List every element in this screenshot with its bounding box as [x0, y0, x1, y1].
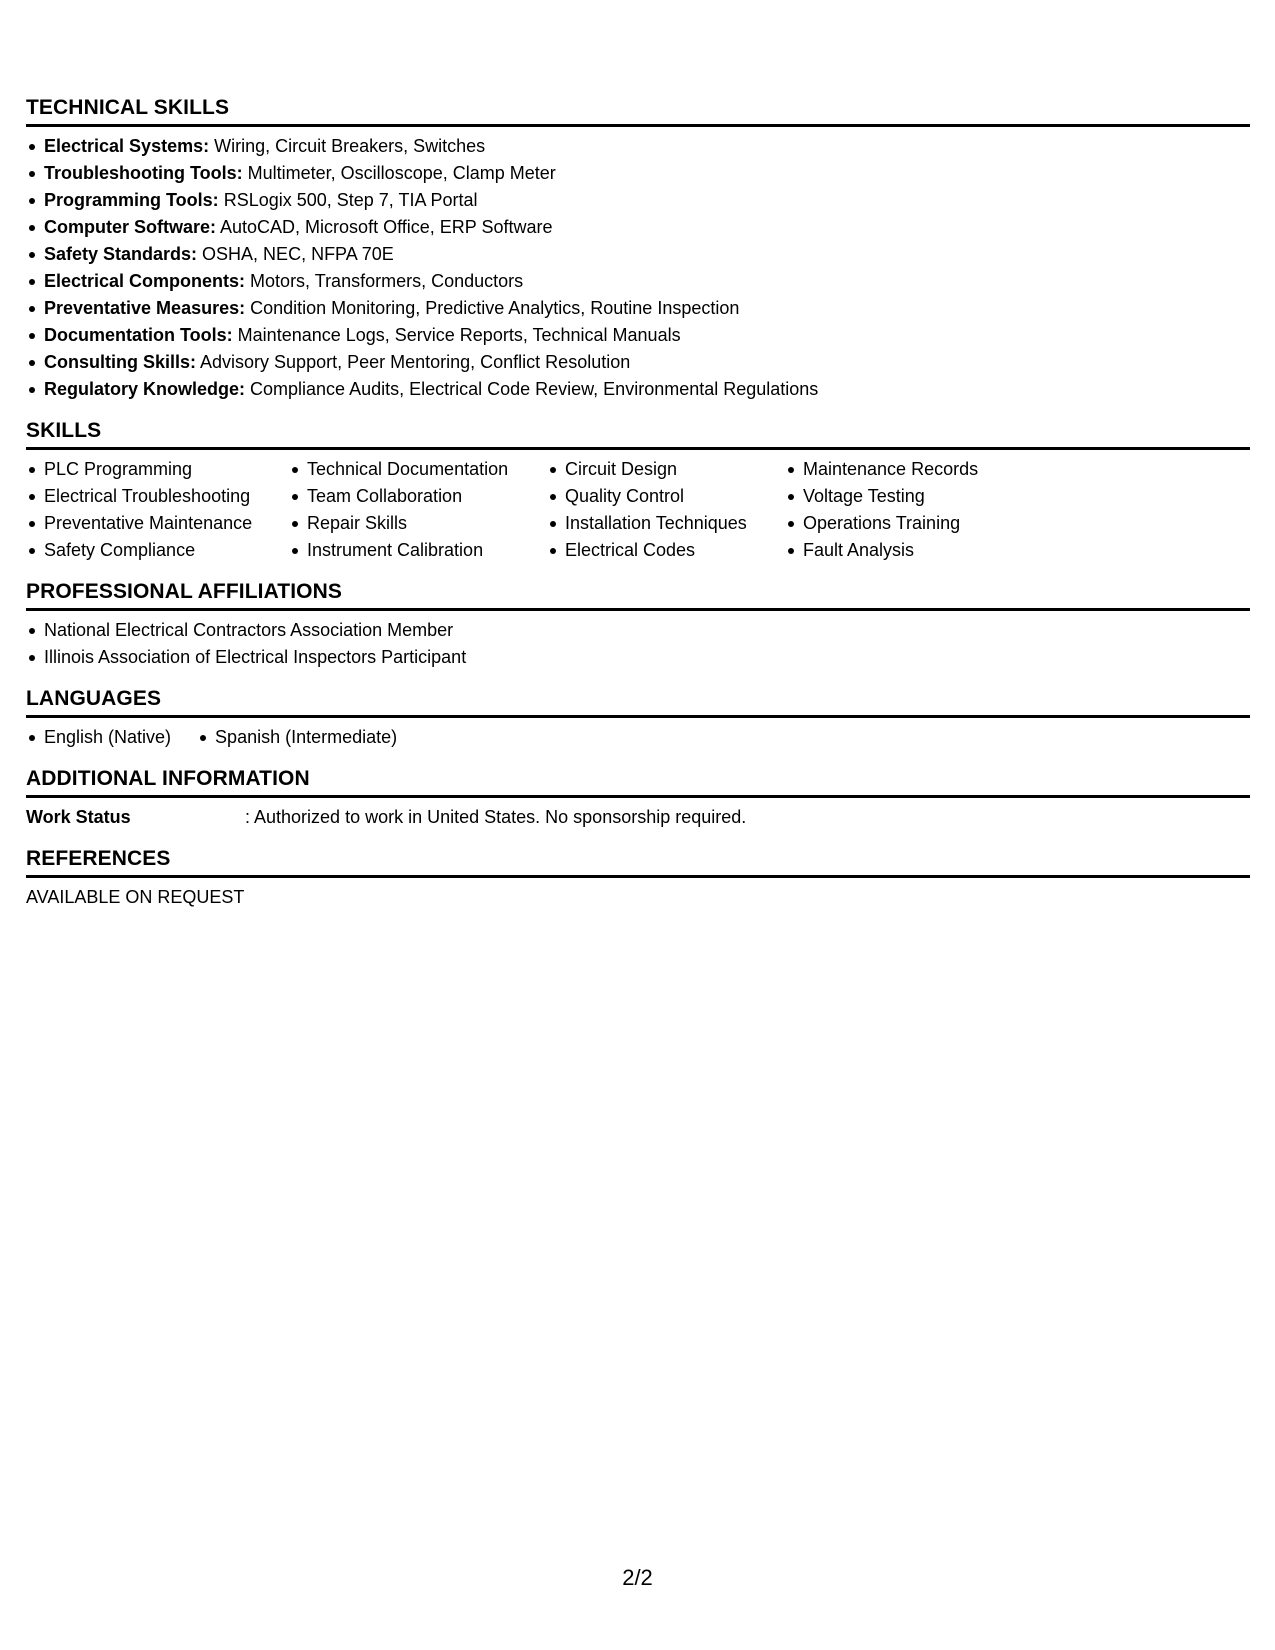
list-item [44, 295, 1250, 322]
page-number: 2/2 [622, 1565, 653, 1590]
technical-skills-list [26, 133, 1250, 403]
list-item [44, 214, 1250, 241]
list-item: PLC Programming [44, 456, 289, 483]
list-item: Operations Training [803, 510, 1043, 537]
technical-skills-heading: TECHNICAL SKILLS [26, 96, 1250, 127]
languages-section [26, 687, 1250, 751]
skills-section [26, 419, 1250, 564]
references-text: AVAILABLE ON REQUEST [26, 887, 245, 907]
work-status-row [26, 804, 1250, 831]
references-section [26, 847, 1250, 911]
skill-label: Troubleshooting Tools: [44, 163, 243, 183]
list-item [44, 133, 1250, 160]
list-item: Preventative Maintenance [44, 510, 289, 537]
list-item: Illinois Association of Electrical Inspectors Participant [44, 644, 1250, 671]
list-item: Safety Compliance [44, 537, 289, 564]
skill-value: Multimeter, Oscilloscope, Clamp Meter [242, 163, 556, 183]
skill-label: Documentation Tools: [44, 325, 233, 345]
references-heading: REFERENCES [26, 847, 1250, 878]
list-item: Spanish (Intermediate) [215, 724, 397, 751]
list-item: Team Collaboration [307, 483, 547, 510]
skill-value: Compliance Audits, Electrical Code Review, Environmental Regulations [245, 379, 819, 399]
list-item: Electrical Troubleshooting [44, 483, 289, 510]
list-item: Installation Techniques [565, 510, 785, 537]
skill-value: Advisory Support, Peer Mentoring, Conflict Resolution [196, 352, 631, 372]
skills-column [547, 456, 785, 564]
skills-grid [26, 456, 1250, 564]
list-item: Instrument Calibration [307, 537, 547, 564]
list-item: Fault Analysis [803, 537, 1043, 564]
skill-value: Wiring, Circuit Breakers, Switches [209, 136, 486, 156]
list-item [44, 160, 1250, 187]
list-item: Voltage Testing [803, 483, 1043, 510]
skill-value: Motors, Transformers, Conductors [245, 271, 524, 291]
skill-value: AutoCAD, Microsoft Office, ERP Software [216, 217, 553, 237]
affiliations-heading: PROFESSIONAL AFFILIATIONS [26, 580, 1250, 611]
list-item: English (Native) [44, 724, 171, 751]
list-item: Quality Control [565, 483, 785, 510]
resume-page [26, 96, 1250, 927]
affiliations-section [26, 580, 1250, 671]
list-item [44, 268, 1250, 295]
skills-column [289, 456, 547, 564]
skill-value: Condition Monitoring, Predictive Analytics, Routine Inspection [245, 298, 740, 318]
skills-column [26, 456, 289, 564]
skill-label: Electrical Components: [44, 271, 246, 291]
skill-value: OSHA, NEC, NFPA 70E [197, 244, 394, 264]
affiliations-list [26, 617, 1250, 671]
languages-heading: LANGUAGES [26, 687, 1250, 718]
languages-list [26, 724, 1250, 751]
list-item: Repair Skills [307, 510, 547, 537]
skills-column [785, 456, 1043, 564]
skill-label: Programming Tools: [44, 190, 219, 210]
additional-info-heading: ADDITIONAL INFORMATION [26, 767, 1250, 798]
skill-label: Computer Software: [44, 217, 217, 237]
work-status-label: Work Status [26, 807, 131, 827]
skill-value: Maintenance Logs, Service Reports, Technical Manuals [232, 325, 681, 345]
technical-skills-section [26, 96, 1250, 403]
skill-label: Preventative Measures: [44, 298, 246, 318]
list-item [44, 349, 1250, 376]
work-status-value: : Authorized to work in United States. No sponsorship required. [245, 807, 747, 827]
skill-label: Safety Standards: [44, 244, 198, 264]
skill-value: RSLogix 500, Step 7, TIA Portal [218, 190, 478, 210]
skill-label: Electrical Systems: [44, 136, 210, 156]
list-item [44, 322, 1250, 349]
skill-label: Consulting Skills: [44, 352, 197, 372]
skills-heading: SKILLS [26, 419, 1250, 450]
list-item: Maintenance Records [803, 456, 1043, 483]
list-item [44, 241, 1250, 268]
list-item: Circuit Design [565, 456, 785, 483]
list-item: Technical Documentation [307, 456, 547, 483]
skill-label: Regulatory Knowledge: [44, 379, 246, 399]
list-item [44, 187, 1250, 214]
list-item [44, 376, 1250, 403]
list-item: National Electrical Contractors Association Member [44, 617, 1250, 644]
additional-info-section [26, 767, 1250, 831]
list-item: Electrical Codes [565, 537, 785, 564]
